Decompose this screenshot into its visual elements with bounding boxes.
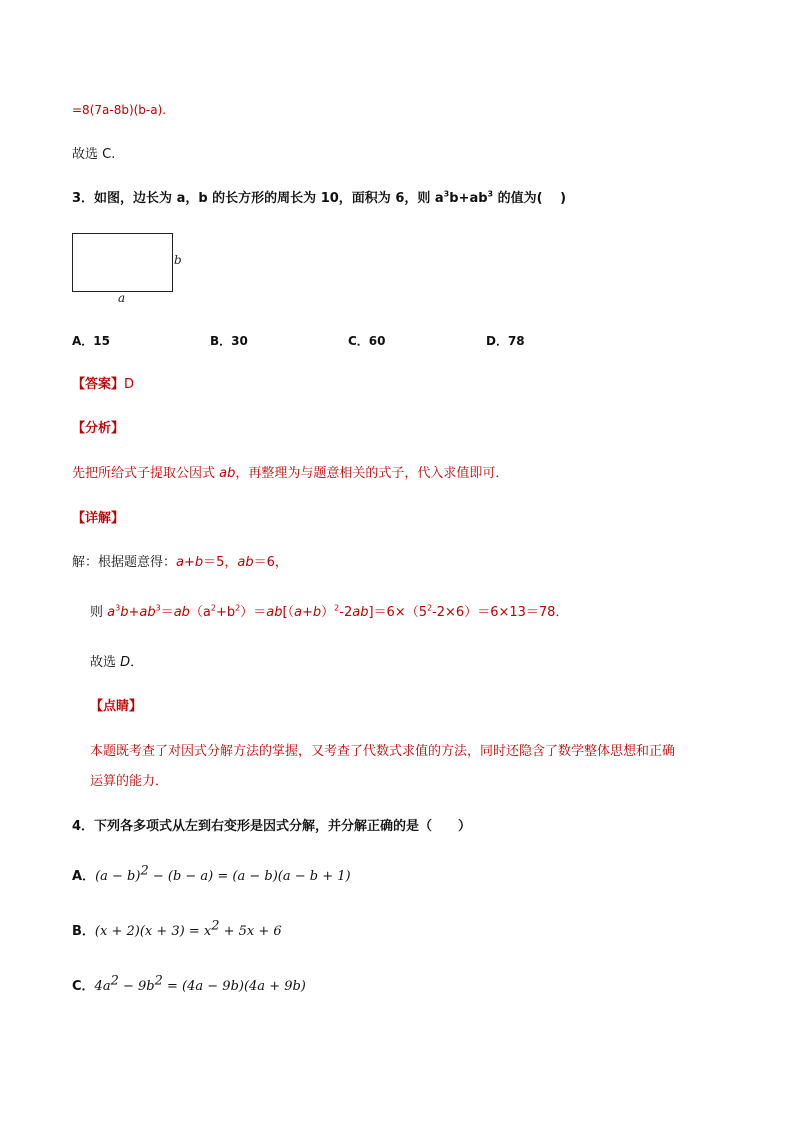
choose-part: D (120, 655, 131, 670)
analysis-part: 先把所给式子提取公因式 (72, 466, 220, 481)
option-b: B．30 (210, 334, 248, 348)
remark-label: 【点睛】 (90, 699, 143, 714)
choose-part: ． (130, 655, 144, 670)
option-c: C．60 (348, 334, 386, 348)
calc-part: +b (215, 605, 236, 620)
calc-part: 2 (334, 603, 340, 613)
solution-part: ＝6， (253, 555, 288, 570)
calc-part: ）＝ (240, 605, 267, 620)
option-expression: = (4a − 9b)(4a + 9b) (162, 979, 306, 994)
q3-stem-text: 的值为( ) (493, 191, 567, 206)
q4-option-b (72, 918, 282, 941)
remark-text-1: 本题既考查了对因式分解方法的掌握，又考查了代数式求值的方法，同时还隐含了数学整体思想和正确 (90, 744, 676, 759)
q4-stem: 4．下列各多项式从左到右变形是因式分解，并分解正确的是（ ） (72, 819, 472, 834)
q3-stem-text: b+ab (449, 191, 488, 206)
option-expression: 2 (110, 973, 119, 989)
calc-part: -2×6）＝6×13＝78． (432, 605, 569, 620)
calc-part: 3 (115, 603, 121, 613)
prev-choose-line (72, 146, 115, 164)
calc-part: 则 (90, 605, 108, 620)
detail-label: 【详解】 (72, 511, 125, 526)
option-expression: 2 (211, 918, 220, 934)
option-expression: + 5x + 6 (219, 924, 282, 939)
calc-part: ） (321, 605, 335, 620)
side-label-b: b (174, 253, 182, 267)
answer-line (72, 376, 134, 394)
calc-part: 2 (235, 603, 241, 613)
q3-stem-sup: 3 (487, 189, 494, 199)
answer-value: D (124, 377, 135, 392)
calc-part: ab (266, 605, 283, 620)
calc-part: [（ (282, 605, 295, 620)
side-label-a: a (118, 291, 126, 305)
analysis-part: ab (219, 466, 236, 481)
remark-text-2: 运算的能力． (90, 774, 169, 789)
calc-part: b+ab (120, 605, 156, 620)
q4-option-a (72, 863, 351, 886)
analysis-text (72, 465, 508, 483)
solution-calculation (90, 604, 568, 622)
solution-part: ab (237, 555, 254, 570)
answer-label: 【答案】 (72, 377, 125, 392)
calc-part: ]＝6×（5 (368, 605, 427, 620)
calc-part: 3 (155, 603, 161, 613)
calc-part: a+b (294, 605, 322, 620)
option-expression: (x + 2)(x + 3) = x (94, 924, 212, 939)
q3-options (72, 332, 624, 350)
q3-stem-sup: 3 (443, 189, 450, 199)
calc-part: 2 (210, 603, 216, 613)
solution-part: ＝5， (203, 555, 238, 570)
option-d: D．78 (486, 334, 525, 348)
prev-result: =8(7a-8b)(b-a). (72, 103, 167, 117)
option-expression: 2 (154, 973, 163, 989)
option-expression: − 9b (118, 979, 155, 994)
calc-part: ＝ (160, 605, 174, 620)
prev-result-line (72, 101, 166, 119)
analysis-part: ，再整理为与题意相关的式子，代入求值即可． (235, 466, 509, 481)
calc-part: a (107, 605, 116, 620)
option-expression: − (b − a) = (a − b)(a − b + 1) (148, 869, 351, 884)
option-label: B． (72, 924, 95, 939)
option-expression: 2 (140, 863, 149, 879)
option-expression: 4a (94, 979, 111, 994)
option-label: C． (72, 979, 95, 994)
solution-part: a+b (176, 555, 204, 570)
calc-part: ab (173, 605, 190, 620)
option-a: A．15 (72, 334, 110, 348)
solution-condition (72, 554, 288, 572)
rectangle-shape (72, 233, 173, 292)
analysis-label: 【分析】 (72, 421, 125, 436)
calc-part: （a (189, 605, 211, 620)
option-label: A． (72, 869, 96, 884)
solution-choose (90, 654, 143, 672)
calc-part: -2 (339, 605, 353, 620)
calc-part: 2 (426, 603, 433, 613)
choose-part: 故选 (90, 655, 121, 670)
q4-option-c (72, 973, 306, 996)
rectangle-figure (72, 233, 184, 305)
solution-part: 解：根据题意得： (72, 555, 177, 570)
option-expression: (a − b) (95, 869, 141, 884)
prev-choose: 故选 C. (72, 147, 116, 162)
calc-part: ab (352, 605, 369, 620)
q3-stem-text: 3．如图，边长为 a，b 的长方形的周长为 10，面积为 6，则 a (72, 191, 444, 206)
q3-stem (72, 190, 566, 208)
